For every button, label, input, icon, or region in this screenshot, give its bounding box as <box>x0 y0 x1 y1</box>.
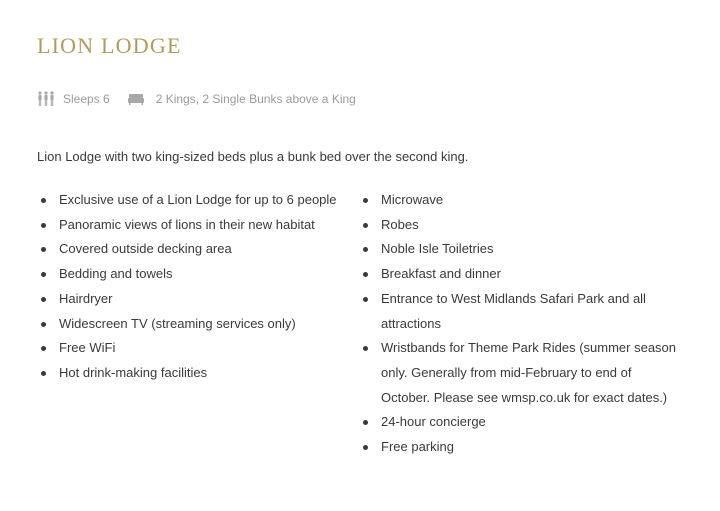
sleeps-text: Sleeps 6 <box>63 92 110 106</box>
beds-text: 2 Kings, 2 Single Bunks above a King <box>155 92 356 106</box>
lodge-meta <box>37 90 356 108</box>
list-item: Free parking <box>363 435 683 460</box>
list-item: Breakfast and dinner <box>363 262 683 287</box>
list-item: Wristbands for Theme Park Rides (summer season only. Generally from mid-February to end of October. Please see wmsp.co.uk for exact dates.) <box>363 336 683 410</box>
amenities-list-left <box>41 188 351 386</box>
list-item: Panoramic views of lions in their new habitat <box>41 213 351 238</box>
list-item: Microwave <box>363 188 683 213</box>
list-item: Noble Isle Toiletries <box>363 237 683 262</box>
list-item: Robes <box>363 213 683 238</box>
list-item: Bedding and towels <box>41 262 351 287</box>
people-icon <box>37 90 55 108</box>
page-title: LION LODGE <box>37 33 182 58</box>
list-item: Widescreen TV (streaming services only) <box>41 312 351 337</box>
amenities-list-right <box>363 188 683 460</box>
list-item: Entrance to West Midlands Safari Park and all attractions <box>363 287 683 336</box>
bed-icon <box>128 92 144 106</box>
list-item: Free WiFi <box>41 336 351 361</box>
list-item: Covered outside decking area <box>41 237 351 262</box>
lodge-description: Lion Lodge with two king-sized beds plus a bunk bed over the second king. <box>37 149 469 164</box>
list-item: 24-hour concierge <box>363 410 683 435</box>
list-item: Exclusive use of a Lion Lodge for up to 6 people <box>41 188 351 213</box>
list-item: Hairdryer <box>41 287 351 312</box>
list-item: Hot drink-making facilities <box>41 361 351 386</box>
